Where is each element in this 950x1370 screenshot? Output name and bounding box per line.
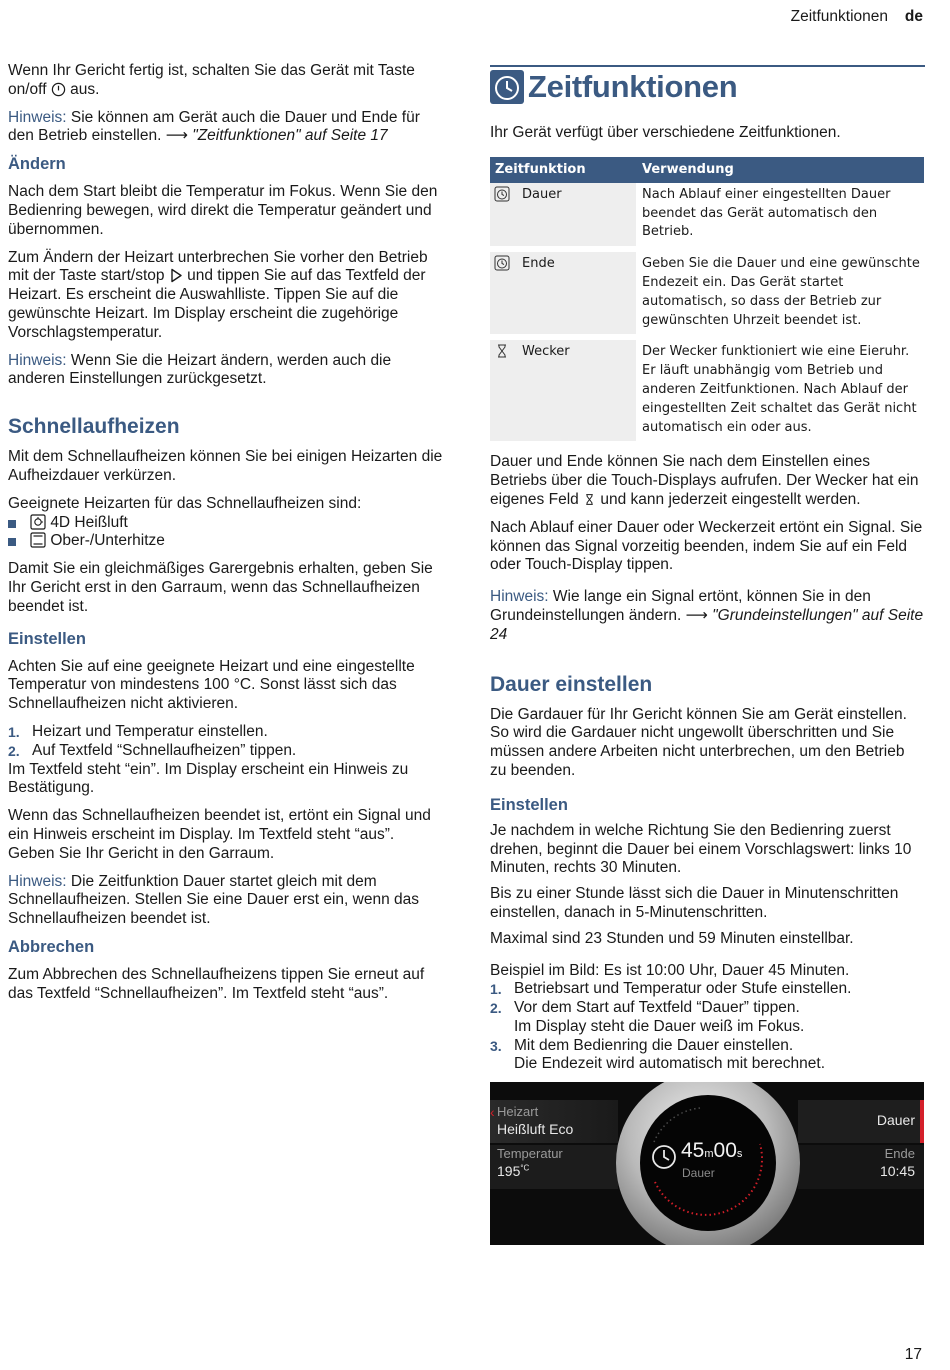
header-section-title: Zeitfunktionen [790, 8, 888, 25]
ende-value[interactable]: 10:45 [879, 1163, 915, 1179]
clock-icon [494, 255, 510, 271]
list-item-text: Ober-/Unterhitze [50, 532, 165, 550]
temperature-value[interactable] [497, 1163, 529, 1179]
hint-signal [490, 588, 925, 644]
power-icon [51, 82, 66, 97]
ende-label[interactable]: Ende [884, 1146, 915, 1161]
hint-text: Wie lange ein Signal ertönt, können Sie in den Grundeinstellungen ändern. [490, 588, 871, 624]
list-item [490, 980, 925, 999]
hint-label: Hinweis: [490, 588, 549, 606]
paragraph-touch-b: und kann jederzeit eingestellt werden. [600, 490, 861, 508]
step-text: Heizart und Temperatur einstellen. [32, 722, 268, 740]
paragraph-einstellen-1: Achten Sie auf eine geeignete Heizart und eine eingestellte Temperatur von mindestens 100 °C. Sonst lässt sich das Schnellaufheizen nicht aktivieren. [8, 657, 415, 713]
step-text: Vor dem Start auf Textfeld “Dauer” tippen. [514, 999, 800, 1017]
list-item [8, 514, 443, 533]
paragraph-abbrechen: Zum Abbrechen des Schnellaufheizens tippen Sie erneut auf das Textfeld “Schnellaufheizen”. Im Textfeld steht “aus”. [8, 965, 425, 1002]
table-cell: Nach Ablauf einer eingestellten Dauer beendet das Gerät automatisch den Betrieb. [637, 183, 924, 249]
hint-text: Wenn Sie die Heizart ändern, werden auch die anderen Einstellungen zurückgesetzt. [8, 351, 392, 388]
heading-einstellen-right: Einstellen [490, 795, 568, 814]
step-text: Mit dem Bedienring die Dauer einstellen. [514, 1036, 794, 1054]
paragraph-beispiel: Beispiel im Bild: Es ist 10:00 Uhr, Dauer 45 Minuten. [490, 961, 850, 979]
paragraph-touch [490, 453, 925, 509]
chapter-title: Zeitfunktionen [528, 69, 738, 104]
step-number: 1. [8, 723, 20, 740]
paragraph-schnell-1: Mit dem Schnellaufheizen können Sie bei einigen Heizarten die Aufheizdauer verkürzen. [8, 448, 443, 484]
paragraph-aendern-2a: Zum Ändern der Heizart unterbrechen Sie vorher den Betrieb mit der Taste start/stop [8, 248, 428, 285]
step-number: 2. [8, 742, 20, 759]
paragraph-finish-end: aus. [70, 80, 100, 98]
clock-icon [494, 186, 510, 202]
right-column [490, 62, 925, 1074]
table-cell [490, 249, 637, 337]
dauer-field[interactable]: Dauer [876, 1112, 915, 1128]
steps-list-right [490, 980, 925, 1074]
table-cell: Geben Sie die Dauer und eine gewünschte Endezeit ein. Das Gerät startet automatisch, so dass der Betrieb zur gewünschten Uhrzeit beendet ist. [637, 249, 924, 337]
cross-reference-link[interactable]: ⟶ "Zeitfunktionen" auf Seite 17 [165, 127, 388, 145]
ober-unterhitze-icon [30, 532, 46, 548]
heizart-back-chevron[interactable]: ‹ [490, 1104, 495, 1120]
zeitfunktion-name: Wecker [522, 344, 570, 360]
paragraph-dauer-1: Die Gardauer für Ihr Gericht können Sie am Gerät einstellen. So wird die Gardauer nicht ungewollt überschritten und Sie müssen andere Arbeiten nicht unterbrechen, um den Betrieb zu beenden. [490, 705, 907, 779]
left-column [8, 62, 443, 1012]
step-result: Die Endezeit wird automatisch mit berechnet. [514, 1055, 826, 1073]
table-row [490, 337, 924, 444]
step-number: 3. [490, 1037, 502, 1054]
temperature-label[interactable]: Temperatur [497, 1146, 563, 1161]
step-text: Auf Textfeld “Schnellaufheizen” tippen. [32, 741, 297, 759]
heading-abbrechen: Abbrechen [8, 937, 95, 956]
step-number: 2. [490, 1000, 502, 1017]
table-cell: Der Wecker funktioniert wie eine Eieruhr. Er läuft unabhängig vom Betrieb und anderen Zeitfunktionen. Nach Ablauf der eingestellten Zeit schaltet das Gerät nicht automatisch ein oder aus. [637, 337, 924, 444]
page-number: 17 [904, 1346, 922, 1363]
paragraph-finish [8, 62, 443, 100]
hint-text: Sie können am Gerät auch die Dauer und Ende für den Betrieb einstellen. [8, 108, 420, 145]
minutes-value: 45 [681, 1139, 705, 1162]
heading-schnellaufheizen: Schnellaufheizen [8, 415, 180, 439]
chapter-title-bar [490, 65, 925, 107]
temperature-unit: °C [520, 1163, 530, 1173]
table-row [490, 249, 924, 337]
heading-dauer-einstellen: Dauer einstellen [490, 672, 653, 696]
table-header: Verwendung [637, 157, 924, 183]
table-row [490, 183, 924, 249]
list-item [8, 723, 443, 742]
4d-heissluft-icon [30, 514, 46, 530]
steps-list-left [8, 723, 443, 761]
list-item [8, 742, 443, 761]
hint-label: Hinweis: [8, 872, 67, 890]
paragraph-aendern-2 [8, 249, 443, 343]
paragraph-schnell-2: Geeignete Heizarten für das Schnellaufheizen sind: [8, 494, 362, 512]
duration-readout[interactable] [681, 1139, 742, 1163]
heizarten-list [8, 514, 443, 552]
paragraph-einstellen-2: Wenn das Schnellaufheizen beendet ist, ertönt ein Signal und ein Hinweis erscheint im Display. Im Textfeld steht “aus”. Geben Sie Ihr Gericht in den Garraum. [8, 807, 431, 862]
table-header-row [490, 157, 924, 183]
list-item-text: 4D Heißluft [50, 513, 128, 531]
table-header: Zeitfunktion [490, 157, 637, 183]
list-item [490, 1037, 925, 1075]
hourglass-icon [494, 343, 510, 359]
heizart-label[interactable]: Heizart [497, 1104, 539, 1119]
paragraph-intro: Ihr Gerät verfügt über verschiedene Zeitfunktionen. [490, 124, 841, 141]
paragraph-einstellen-r3: Maximal sind 23 Stunden und 59 Minuten einstellbar. [490, 929, 854, 947]
table-cell [490, 337, 637, 444]
hint-label: Hinweis: [8, 108, 67, 126]
hint-duration [8, 109, 443, 147]
heading-einstellen-left: Einstellen [8, 629, 86, 648]
paragraph-aendern-1: Nach dem Start bleibt die Temperatur im Fokus. Wenn Sie den Bedienring bewegen, wird direkt die Temperatur geändert und übernommen. [8, 183, 438, 238]
center-dauer-label: Dauer [682, 1166, 715, 1180]
minutes-unit: m [704, 1148, 714, 1160]
clock-icon [490, 70, 524, 104]
oven-display [490, 1082, 924, 1245]
temperature-number: 195 [497, 1163, 521, 1179]
hint-label: Hinweis: [8, 351, 67, 369]
heading-aendern: Ändern [8, 155, 66, 174]
paragraph-aendern-2b: und tippen Sie auf das Textfeld der Heizart. Es erscheint die Auswahlliste. Tippen Sie auf die gewünschte Heizart. Im Display erscheint die zugehörige Vorschlagstemperatur. [8, 267, 426, 341]
paragraph-steps-after: Im Textfeld steht “ein”. Im Display erscheint ein Hinweis zu Bestätigung. [8, 760, 409, 797]
step-text: Betriebsart und Temperatur oder Stufe einstellen. [514, 980, 852, 998]
hint-heizart [8, 352, 443, 390]
display-graphic [490, 1082, 924, 1245]
header-language: de [904, 8, 923, 25]
hourglass-icon [583, 492, 596, 507]
hint-zeitfunktion [8, 873, 443, 929]
list-item [8, 532, 443, 551]
heizart-value[interactable]: Heißluft Eco [497, 1121, 574, 1137]
paragraph-schnell-3: Damit Sie ein gleichmäßiges Garergebnis erhalten, geben Sie Ihr Gericht erst in den Garraum, wenn das Schnellaufheizen beendet ist. [8, 560, 433, 615]
zeitfunktion-name: Dauer [522, 186, 562, 202]
list-item [490, 999, 925, 1037]
paragraph-einstellen-r2: Bis zu einer Stunde lässt sich die Dauer in Minutenschritten einstellen, danach in 5-Minutenschritten. [490, 885, 899, 921]
paragraph-touch-a: Dauer und Ende können Sie nach dem Einstellen eines Betriebs über die Touch-Displays aufrufen. Der Wecker hat ein eigenes Feld [490, 453, 919, 508]
paragraph-signal: Nach Ablauf einer Dauer oder Weckerzeit ertönt ein Signal. Sie können das Signal vorzeitig beenden, indem Sie auf ein Feld oder Touch-Display tippen. [490, 518, 923, 574]
hint-text: Die Zeitfunktion Dauer startet gleich mit dem Schnellaufheizen. Stellen Sie eine Dauer erst ein, wenn das Schnellaufheizen beendet ist. [8, 872, 420, 928]
paragraph-einstellen-r1: Je nachdem in welche Richtung Sie den Bedienring zuerst drehen, beginnt die Dauer bei einem Vorschlagswert: links 10 Minuten, rechts 30 Minuten. [490, 821, 912, 877]
paragraph-finish-text: Wenn Ihr Gericht fertig ist, schalten Sie das Gerät mit Taste on/off [8, 62, 415, 98]
cross-reference-link[interactable]: ⟶ "Grundeinstellungen" auf Seite 24 [490, 606, 924, 643]
zeitfunktion-name: Ende [522, 256, 555, 272]
step-result: Im Display steht die Dauer weiß im Fokus. [514, 1017, 805, 1035]
seconds-unit: s [736, 1148, 743, 1160]
start-stop-icon [169, 268, 183, 283]
zeitfunktion-table [490, 157, 924, 448]
step-number: 1. [490, 981, 502, 998]
table-cell [490, 183, 637, 249]
seconds-value: 00 [713, 1139, 737, 1162]
